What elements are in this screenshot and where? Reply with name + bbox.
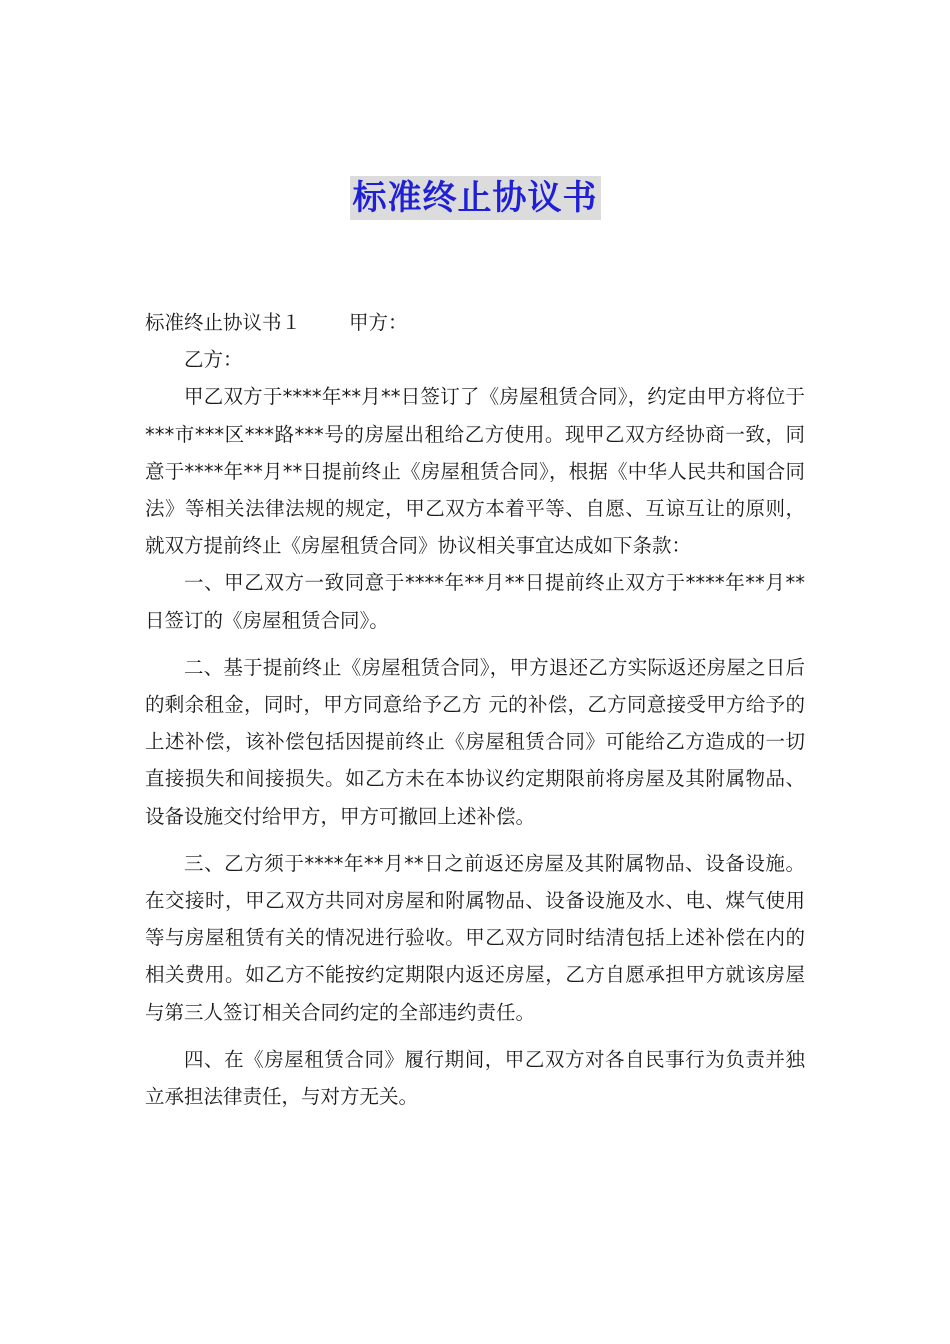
document-body: [145, 304, 805, 1115]
party-a-label: 甲方：: [349, 311, 408, 334]
title-block: [0, 176, 950, 220]
paragraph-clause-2: 二、基于提前终止《房屋租赁合同》，甲方退还乙方实际返还房屋之日后的剩余租金，同时，甲方同意给予乙方 元的补偿，乙方同意接受甲方给予的上述补偿，该补偿包括因提前终止《房屋租赁合同》可能给乙方造成的一切直接损失和间接损失。如乙方未在本协议约定期限前将房屋及其附属物品、设备设施交付给甲方，甲方可撤回上述补偿。: [145, 655, 805, 828]
party-b-label: 乙方：: [184, 348, 243, 372]
paragraph-clause-3: 三、乙方须于****年**月**日之前返还房屋及其附属物品、设备设施。在交接时，甲乙双方共同对房屋和附属物品、设备设施及水、电、煤气使用等与房屋租赁有关的情况进行验收。甲乙双方同时结清包括上述补偿在内的相关费用。如乙方不能按约定期限内返还房屋，乙方自愿承担甲方就该房屋与第三人签订相关合同约定的全部违约责任。: [145, 851, 805, 1024]
paragraph-intro: 甲乙双方于****年**月**日签订了《房屋租赁合同》，约定由甲方将位于***市***区***路***号的房屋出租给乙方使用。现甲乙双方经协商一致，同意于****年**月**日提前终止《房屋租赁合同》，根据《中华人民共和国合同法》等相关法律法规的规定，甲乙双方本着平等、自愿、互谅互让的原则，就双方提前终止《房屋租赁合同》协议相关事宜达成如下条款：: [145, 385, 805, 558]
heading-line: [145, 304, 805, 341]
document-title: 标准终止协议书: [350, 176, 601, 220]
heading-label: 标准终止协议书１: [145, 311, 302, 334]
paragraph-clause-4: 四、在《房屋租赁合同》履行期间，甲乙双方对各自民事行为负责并独立承担法律责任，与对方无关。: [145, 1047, 805, 1109]
paragraph-clause-1: 一、甲乙双方一致同意于****年**月**日提前终止双方于****年**月**日签订的《房屋租赁合同》。: [145, 571, 805, 632]
